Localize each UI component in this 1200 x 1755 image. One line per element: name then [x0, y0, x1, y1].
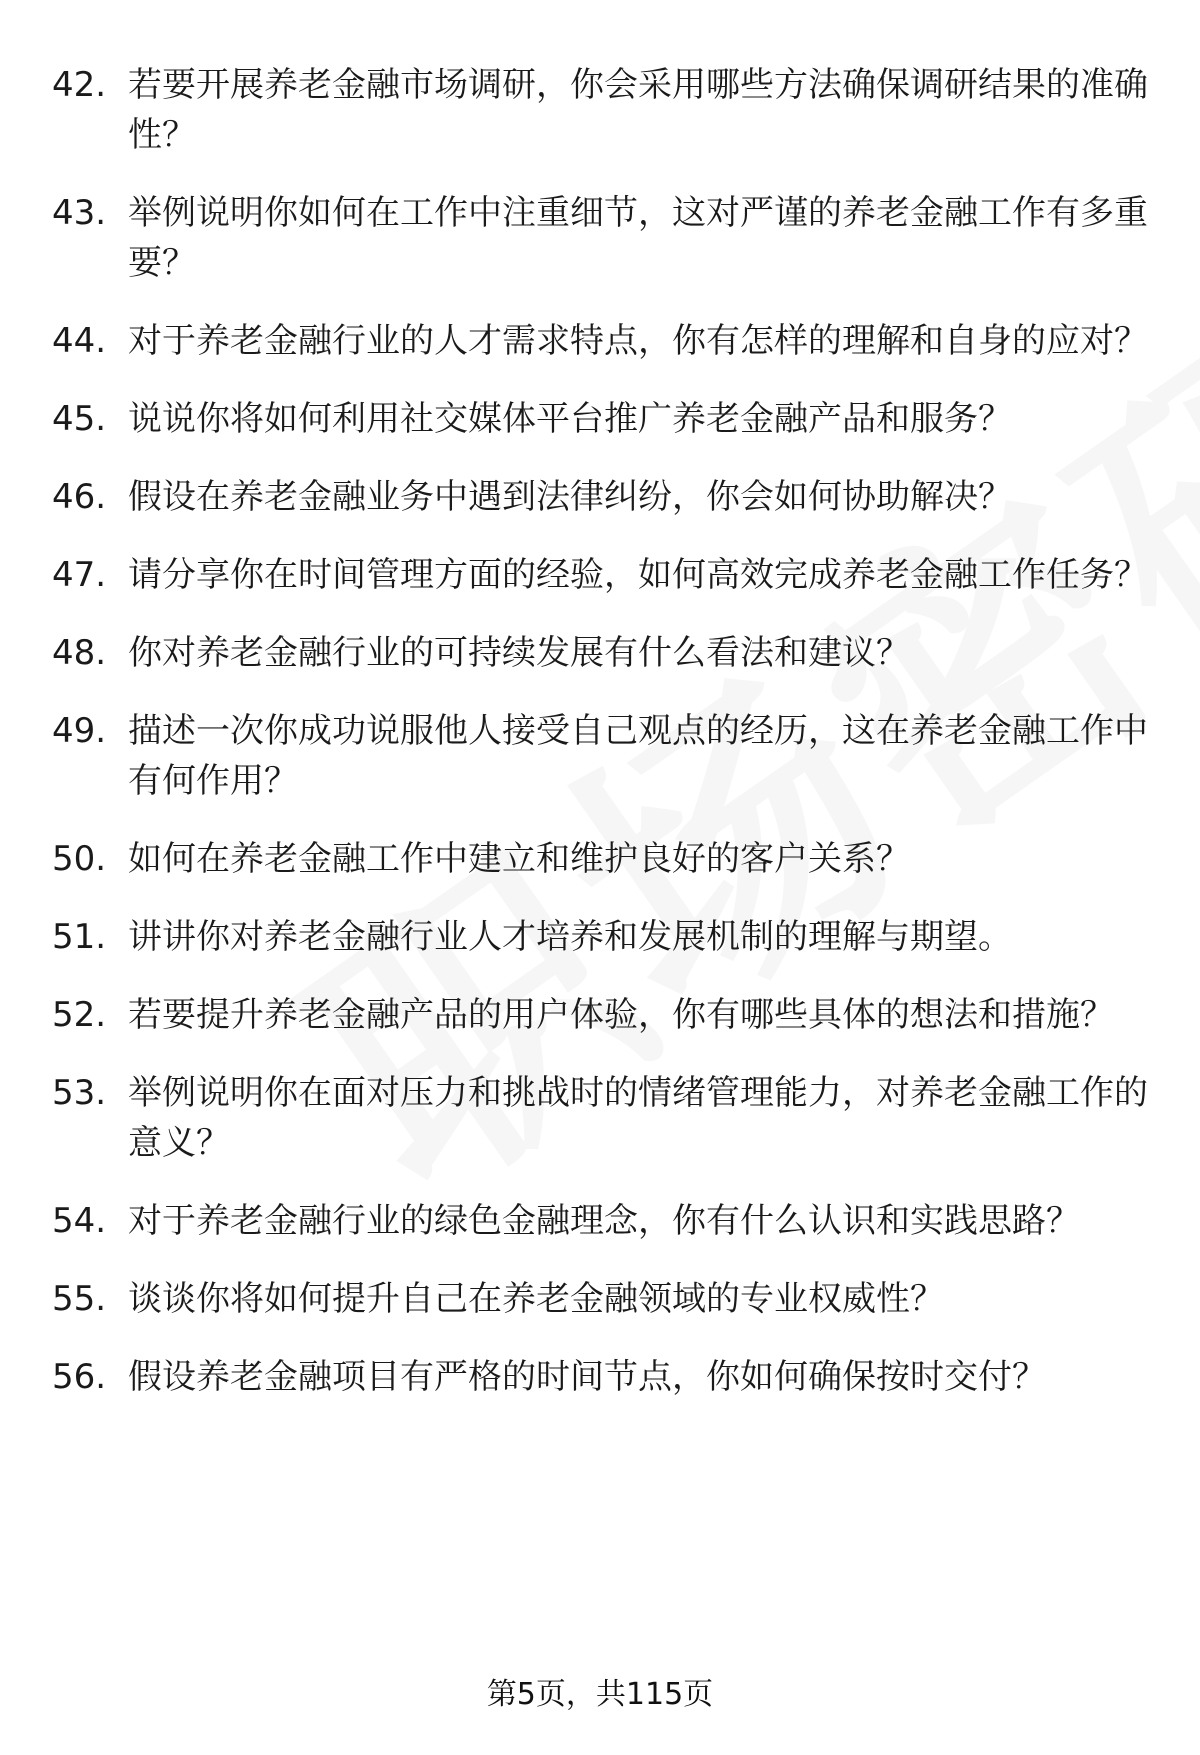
question-number: 52. [52, 995, 107, 1035]
question-text: 假设在养老金融业务中遇到法律纠纷，你会如何协助解决？ [128, 477, 1012, 517]
question-text: 对于养老金融行业的绿色金融理念，你有什么认识和实践思路？ [128, 1201, 1080, 1241]
question-item [52, 912, 1152, 962]
question-number: 53. [52, 1073, 107, 1113]
question-text: 描述一次你成功说服他人接受自己观点的经历，这在养老金融工作中有何作用？ [128, 711, 1148, 801]
question-text: 请分享你在时间管理方面的经验，如何高效完成养老金融工作任务？ [128, 555, 1148, 595]
question-item [52, 628, 1152, 678]
question-item [52, 706, 1152, 806]
question-text: 假设养老金融项目有严格的时间节点，你如何确保按时交付？ [128, 1357, 1046, 1397]
question-item [52, 550, 1152, 600]
question-text: 举例说明你在面对压力和挑战时的情绪管理能力，对养老金融工作的意义？ [128, 1073, 1148, 1163]
question-text: 若要提升养老金融产品的用户体验，你有哪些具体的想法和措施？ [128, 995, 1114, 1035]
question-number: 48. [52, 633, 107, 673]
question-item [52, 316, 1152, 366]
question-text: 如何在养老金融工作中建立和维护良好的客户关系？ [128, 839, 910, 879]
question-item [52, 1068, 1152, 1168]
question-number: 55. [52, 1279, 107, 1319]
question-text: 你对养老金融行业的可持续发展有什么看法和建议？ [128, 633, 910, 673]
question-number: 50. [52, 839, 107, 879]
question-item [52, 60, 1152, 160]
question-text: 讲讲你对养老金融行业人才培养和发展机制的理解与期望。 [128, 917, 1012, 957]
question-number: 42. [52, 65, 107, 105]
question-item [52, 188, 1152, 288]
question-number: 54. [52, 1201, 107, 1241]
question-item [52, 1274, 1152, 1324]
question-number: 43. [52, 193, 107, 233]
question-number: 51. [52, 917, 107, 957]
question-text: 谈谈你将如何提升自己在养老金融领域的专业权威性？ [128, 1279, 944, 1319]
question-list [52, 60, 1152, 1430]
question-number: 49. [52, 711, 107, 751]
question-number: 56. [52, 1357, 107, 1397]
question-text: 举例说明你如何在工作中注重细节，这对严谨的养老金融工作有多重要？ [128, 193, 1148, 283]
question-number: 47. [52, 555, 107, 595]
question-text: 对于养老金融行业的人才需求特点，你有怎样的理解和自身的应对？ [128, 321, 1148, 361]
question-number: 44. [52, 321, 107, 361]
page-number-footer: 第5页，共115页 [486, 1677, 714, 1712]
question-item [52, 1196, 1152, 1246]
question-item [52, 1352, 1152, 1402]
question-number: 46. [52, 477, 107, 517]
question-text: 若要开展养老金融市场调研，你会采用哪些方法确保调研结果的准确性？ [128, 65, 1148, 155]
question-number: 45. [52, 399, 107, 439]
question-item [52, 394, 1152, 444]
question-text: 说说你将如何利用社交媒体平台推广养老金融产品和服务？ [128, 399, 1012, 439]
question-item [52, 834, 1152, 884]
question-item [52, 990, 1152, 1040]
question-item [52, 472, 1152, 522]
